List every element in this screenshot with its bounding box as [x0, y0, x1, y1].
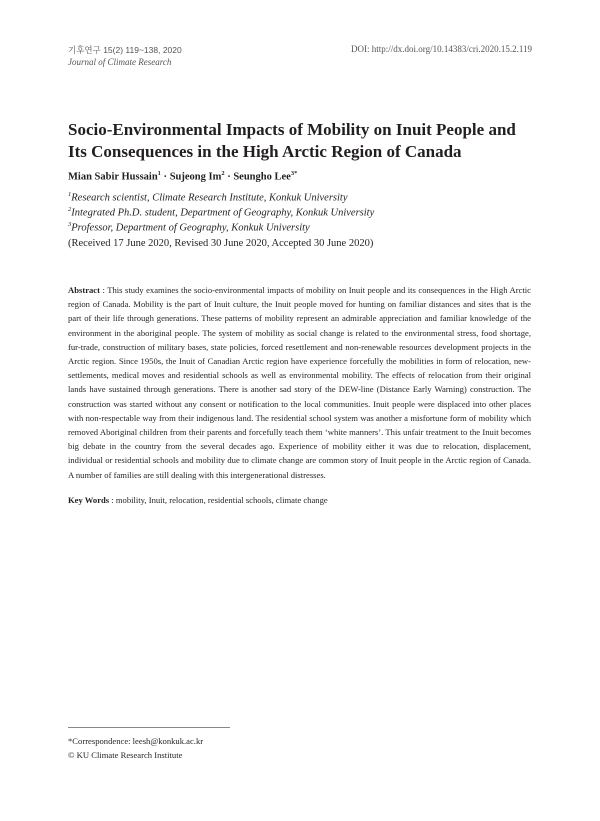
- article-title: Socio-Environmental Impacts of Mobility on Inuit People and Its Consequences in the High Arctic Region of Canada: [68, 120, 516, 161]
- journal-issue: 기후연구 15(2) 119~138, 2020: [68, 45, 182, 55]
- affiliation-superscript: 2: [68, 206, 72, 213]
- footnote-divider: [68, 727, 230, 728]
- author-superscript: 2: [221, 170, 225, 177]
- affiliation-text: Research scientist, Climate Research Institute, Konkuk University: [71, 192, 348, 204]
- affiliation: [68, 206, 374, 219]
- affiliation-superscript: 3: [68, 221, 72, 228]
- abstract-text: : This study examines the socio-environmental impacts of mobility on Inuit people and its consequences in the High Arctic region of Canada. Mobility is the part of Inuit culture, the Inuit people moved for hunting on familiar distances and sites that is the part of their life through generations. These patterns of mobility represent an admirable appreciation and familiar knowledge of the environment in the aboriginal people. The system of mobility as social change is related to the environmental stress, food shortage, fur-trade, construction of military bases, state policies, forced resettlement and non-renewable resources development projects in the Arctic region. Since 1950s, the Inuit of Canadian Arctic region have experience forcefully the mobilities in form of relocation, new-settlements, medical moves and residential schools as well as environmental mobility. The effects of relocation from their original lands have sustained through generations. There is another sad story of the DEW-line (Distance Early Warning) construction. The construction was started without any consent or notification to the local communities. Inuit people were displaced into other places with non-respectable way from their indigenous land. The residential school system was another a misfortune form of mobility which removed Aboriginal children from their parents and forcefully teach them ‘white manners’. This unfair treatment to the Inuit becomes big debate in the country from the several decades ago. Experience of mobility either it was due to relocation, displacement, individual or residential schools and mobility due to climate change are common story of Inuit people in the Arctic region of Canada. A number of families are still dealing with this intergenerational distresses.: [68, 285, 531, 480]
- keywords: [68, 495, 531, 505]
- author-separator: ·: [160, 171, 170, 183]
- abstract: [68, 283, 531, 482]
- affiliation: [68, 221, 310, 234]
- received-dates: (Received 17 June 2020, Revised 30 June 2020, Accepted 30 June 2020): [68, 238, 374, 249]
- doi-link[interactable]: DOI: http://dx.doi.org/10.14383/cri.2020.15.2.119: [351, 44, 532, 54]
- journal-name: Journal of Climate Research: [68, 57, 172, 67]
- author-superscript: 3*: [290, 170, 298, 177]
- abstract-label: Abstract: [68, 285, 100, 295]
- correspondence-note: *Correspondence: leesh@konkuk.ac.kr: [68, 736, 204, 746]
- author-list: [68, 170, 297, 183]
- affiliation-superscript: 1: [68, 191, 72, 198]
- author-name: Seungho Lee: [233, 171, 291, 183]
- keywords-text: : mobility, Inuit, relocation, residential schools, climate change: [109, 495, 328, 505]
- author-name: Mian Sabir Hussain: [68, 171, 158, 183]
- affiliation-text: Professor, Department of Geography, Konkuk University: [71, 222, 310, 234]
- affiliation-text: Integrated Ph.D. student, Department of Geography, Konkuk University: [71, 207, 375, 219]
- keywords-label: Key Words: [68, 495, 110, 505]
- copyright-note: © KU Climate Research Institute: [68, 750, 183, 760]
- author-superscript: 1: [157, 170, 161, 177]
- affiliation: [68, 191, 348, 204]
- author-name: Sujeong Im: [169, 171, 222, 183]
- author-separator: ·: [224, 171, 234, 183]
